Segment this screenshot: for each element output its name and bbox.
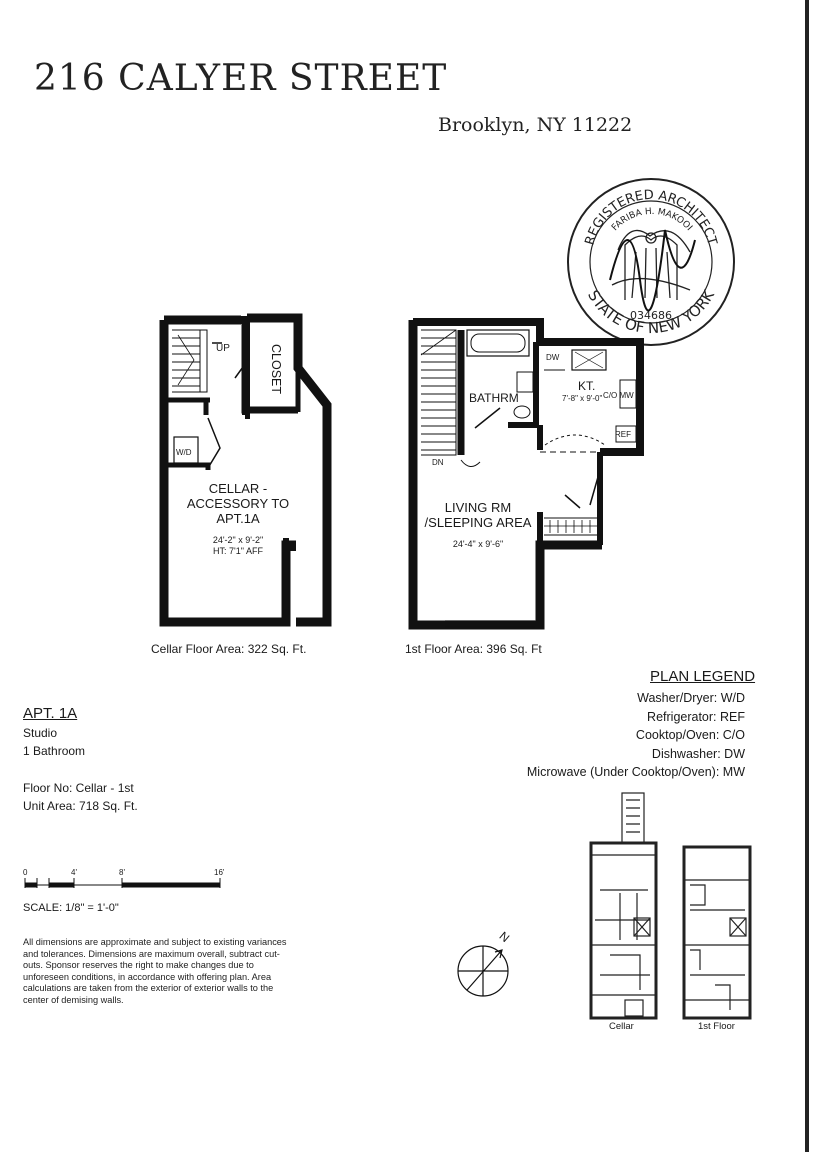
cellar-stairs: [172, 330, 207, 392]
bathroom-label: BATHRM: [469, 391, 519, 405]
stamp-number: 034686: [630, 309, 672, 322]
closet-label: CLOSET: [269, 344, 283, 395]
stamp-name-text: FARIBA H. MAKOOI: [610, 206, 694, 234]
kitchen-dims: 7'-8" x 9'-0": [562, 394, 603, 403]
legend-title: PLAN LEGEND: [650, 668, 756, 685]
key-plan-cellar: [591, 793, 656, 1018]
disclaimer-text: All dimensions are approximate and subject to existing variances and tolerances. Dimensions are maximum overall, subtract cut-outs. Sponsor reserves the right to make changes due to unforeseen conditions, in accordance with offering plan. Area calculations are taken from the exterior of exterior walls to the center of demising walls.: [23, 937, 287, 1005]
cellar-room-label: CELLAR - ACCESSORY TO APT.1A: [186, 481, 290, 526]
living-room-label: LIVING RM /SLEEPING AREA: [424, 500, 532, 530]
first-floor-area-caption: 1st Floor Area: 396 Sq. Ft: [405, 642, 542, 656]
legend-item: Refrigerator: REF: [647, 709, 745, 724]
first-floor-stairs: [421, 330, 456, 455]
legend-item: Cooktop/Oven: C/O: [635, 728, 745, 742]
legend-item: Washer/Dryer: W/D: [637, 691, 745, 705]
apartment-type: Studio: [23, 726, 58, 740]
address-subtitle: Brooklyn, NY 11222: [438, 114, 633, 136]
cellar-up-label: UP: [216, 343, 230, 354]
legend-item: Microwave (Under Cooktop/Oven): MW: [526, 765, 745, 779]
scale-bar: [25, 878, 220, 888]
cellar-height: HT: 7'1" AFF: [213, 546, 263, 556]
kitchen-label: KT.: [578, 379, 596, 393]
cellar-plan: [164, 318, 327, 622]
legend-item: Dishwasher: DW: [651, 746, 745, 761]
co-mw-label: C/O MW: [603, 391, 634, 400]
dw-label: DW: [546, 353, 560, 362]
scale-tick-8: 8': [119, 868, 125, 877]
key-plan-first-label: 1st Floor: [698, 1021, 735, 1032]
scale-tick-4: 4': [71, 868, 77, 877]
cellar-dims: 24'-2" x 9'-2": [212, 535, 264, 545]
unit-area: Unit Area: 718 Sq. Ft.: [23, 799, 138, 813]
north-label: N: [496, 928, 513, 946]
toilet: [514, 406, 530, 418]
first-floor-plan: [413, 320, 640, 627]
wd-label: W/D: [176, 448, 192, 457]
ref-label: REF: [615, 430, 631, 439]
stamp-bottom-text: STATE OF NEW YORK: [584, 287, 718, 338]
page-title: 216 CALYER STREET: [34, 58, 448, 99]
key-plan-first-floor: [684, 847, 750, 1018]
cellar-area-caption: Cellar Floor Area: 322 Sq. Ft.: [151, 642, 307, 656]
scale-tick-0: 0: [23, 868, 28, 877]
bath-sink: [517, 372, 533, 392]
compass: [458, 946, 508, 996]
key-plan-cellar-label: Cellar: [609, 1021, 634, 1032]
apartment-bathrooms: 1 Bathroom: [23, 744, 86, 758]
scale-tick-16: 16': [214, 868, 225, 877]
apartment-title: APT. 1A: [23, 705, 78, 722]
living-dims: 24'-4" x 9'-6": [452, 539, 504, 549]
legend-list: [527, 689, 745, 782]
stamp-top-text: REGISTERED ARCHITECT: [582, 187, 720, 247]
dn-label: DN: [432, 458, 444, 467]
scale-label: SCALE: 1/8" = 1'-0": [23, 902, 119, 914]
floor-number: Floor No: Cellar - 1st: [23, 781, 134, 795]
